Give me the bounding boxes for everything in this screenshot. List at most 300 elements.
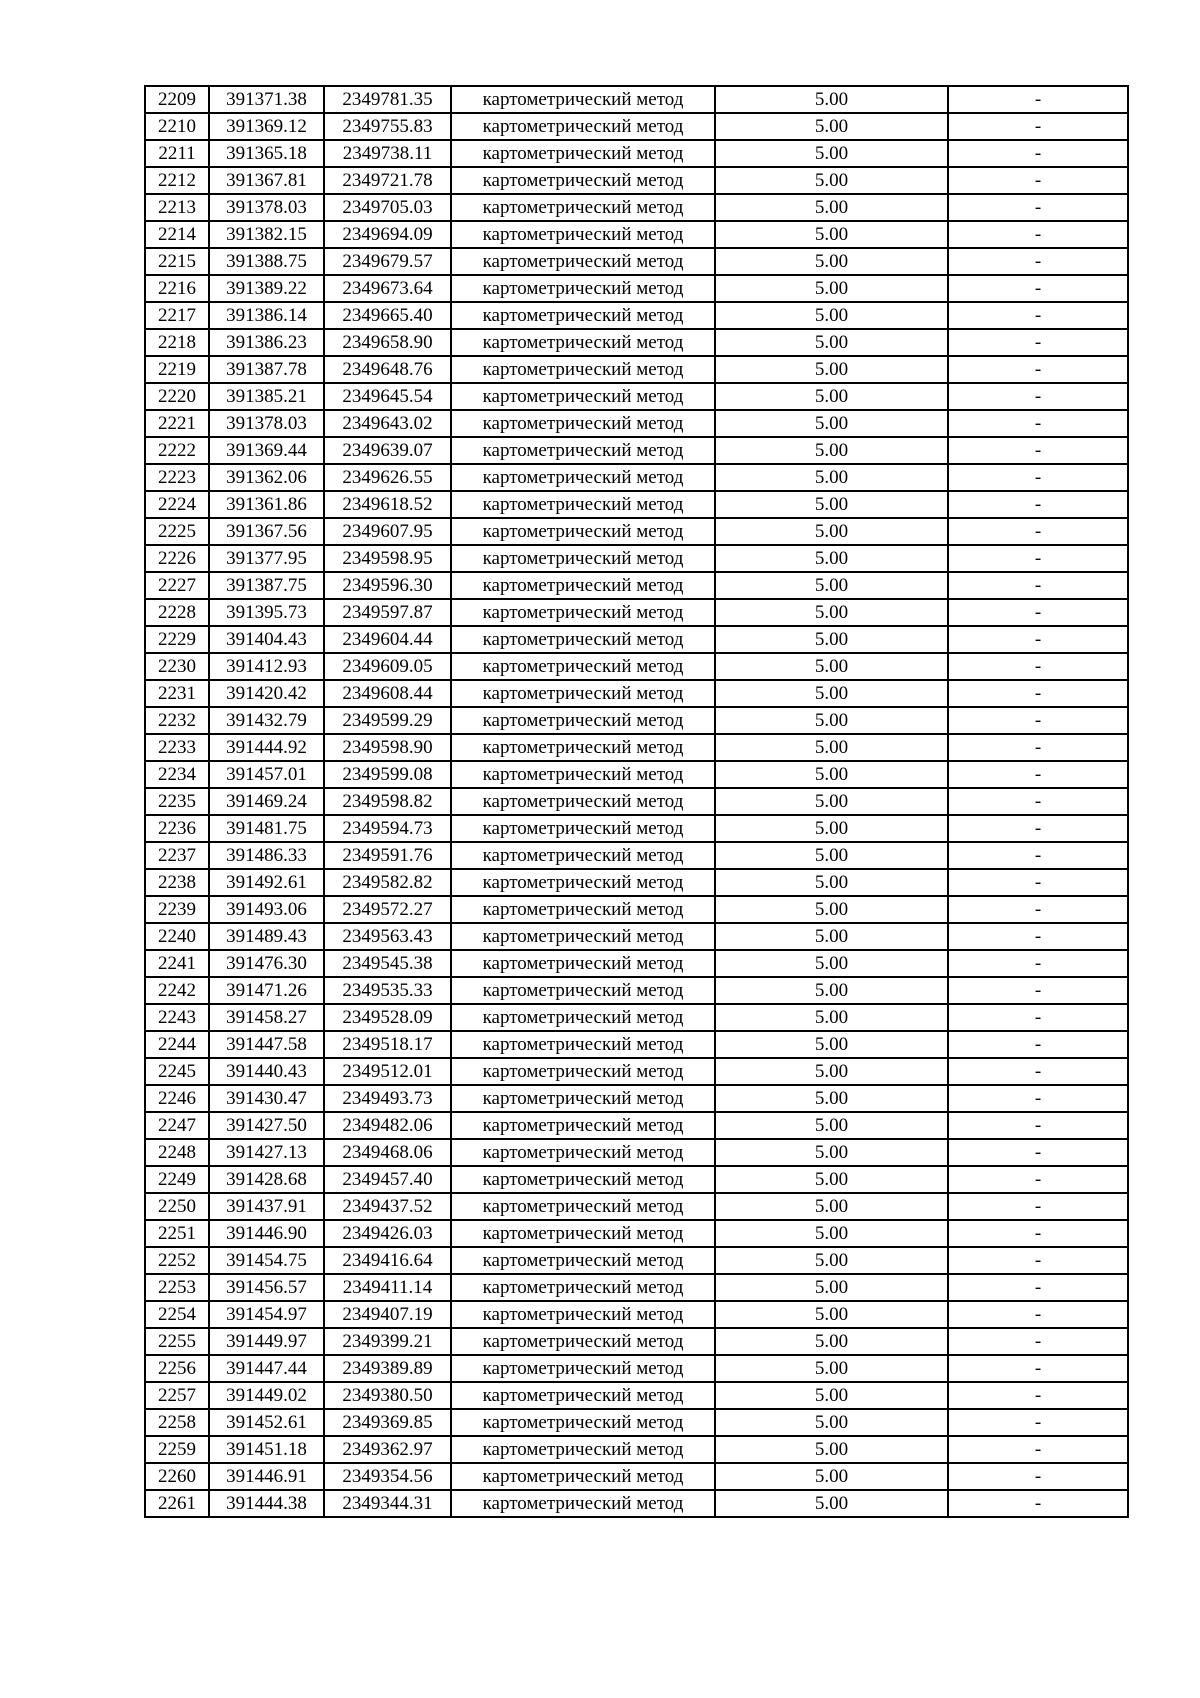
accuracy-cell: 5.00 [715,1112,948,1139]
x-coordinate-cell: 391378.03 [209,410,324,437]
accuracy-cell: 5.00 [715,113,948,140]
table-row [145,653,1128,680]
note-cell: - [948,221,1128,248]
y-coordinate-cell: 2349493.73 [324,1085,451,1112]
note-cell: - [948,329,1128,356]
method-cell: картометрический метод [451,1382,715,1409]
x-coordinate-cell: 391476.30 [209,950,324,977]
x-coordinate-cell: 391382.15 [209,221,324,248]
point-number-cell: 2240 [145,923,209,950]
table-row [145,518,1128,545]
method-cell: картометрический метод [451,518,715,545]
accuracy-cell: 5.00 [715,1301,948,1328]
y-coordinate-cell: 2349416.64 [324,1247,451,1274]
accuracy-cell: 5.00 [715,599,948,626]
table-row [145,221,1128,248]
point-number-cell: 2247 [145,1112,209,1139]
table-row [145,788,1128,815]
accuracy-cell: 5.00 [715,788,948,815]
method-cell: картометрический метод [451,1031,715,1058]
point-number-cell: 2219 [145,356,209,383]
accuracy-cell: 5.00 [715,545,948,572]
method-cell: картометрический метод [451,599,715,626]
table-row [145,329,1128,356]
table-row [145,950,1128,977]
note-cell: - [948,1085,1128,1112]
accuracy-cell: 5.00 [715,734,948,761]
x-coordinate-cell: 391371.38 [209,86,324,113]
accuracy-cell: 5.00 [715,1463,948,1490]
accuracy-cell: 5.00 [715,1004,948,1031]
point-number-cell: 2233 [145,734,209,761]
x-coordinate-cell: 391361.86 [209,491,324,518]
y-coordinate-cell: 2349639.07 [324,437,451,464]
method-cell: картометрический метод [451,1004,715,1031]
table-row [145,599,1128,626]
accuracy-cell: 5.00 [715,869,948,896]
x-coordinate-cell: 391387.75 [209,572,324,599]
x-coordinate-cell: 391365.18 [209,140,324,167]
method-cell: картометрический метод [451,977,715,1004]
table-row [145,1247,1128,1274]
x-coordinate-cell: 391449.97 [209,1328,324,1355]
y-coordinate-cell: 2349598.95 [324,545,451,572]
method-cell: картометрический метод [451,761,715,788]
table-row [145,923,1128,950]
table-row [145,113,1128,140]
note-cell: - [948,977,1128,1004]
note-cell: - [948,1436,1128,1463]
x-coordinate-cell: 391432.79 [209,707,324,734]
note-cell: - [948,410,1128,437]
method-cell: картометрический метод [451,1274,715,1301]
table-row [145,1004,1128,1031]
table-row [145,734,1128,761]
x-coordinate-cell: 391452.61 [209,1409,324,1436]
point-number-cell: 2254 [145,1301,209,1328]
point-number-cell: 2235 [145,788,209,815]
method-cell: картометрический метод [451,788,715,815]
method-cell: картометрический метод [451,113,715,140]
accuracy-cell: 5.00 [715,572,948,599]
accuracy-cell: 5.00 [715,977,948,1004]
y-coordinate-cell: 2349598.90 [324,734,451,761]
note-cell: - [948,356,1128,383]
table-row [145,869,1128,896]
x-coordinate-cell: 391430.47 [209,1085,324,1112]
y-coordinate-cell: 2349354.56 [324,1463,451,1490]
method-cell: картометрический метод [451,1490,715,1517]
method-cell: картометрический метод [451,491,715,518]
note-cell: - [948,653,1128,680]
y-coordinate-cell: 2349645.54 [324,383,451,410]
table-row [145,1409,1128,1436]
method-cell: картометрический метод [451,1355,715,1382]
table-row [145,896,1128,923]
note-cell: - [948,1301,1128,1328]
y-coordinate-cell: 2349411.14 [324,1274,451,1301]
x-coordinate-cell: 391481.75 [209,815,324,842]
accuracy-cell: 5.00 [715,1139,948,1166]
point-number-cell: 2210 [145,113,209,140]
point-number-cell: 2255 [145,1328,209,1355]
method-cell: картометрический метод [451,1247,715,1274]
y-coordinate-cell: 2349518.17 [324,1031,451,1058]
method-cell: картометрический метод [451,545,715,572]
point-number-cell: 2213 [145,194,209,221]
table-row [145,167,1128,194]
accuracy-cell: 5.00 [715,167,948,194]
x-coordinate-cell: 391457.01 [209,761,324,788]
method-cell: картометрический метод [451,842,715,869]
point-number-cell: 2232 [145,707,209,734]
method-cell: картометрический метод [451,1328,715,1355]
point-number-cell: 2220 [145,383,209,410]
point-number-cell: 2224 [145,491,209,518]
note-cell: - [948,869,1128,896]
y-coordinate-cell: 2349694.09 [324,221,451,248]
y-coordinate-cell: 2349426.03 [324,1220,451,1247]
y-coordinate-cell: 2349705.03 [324,194,451,221]
method-cell: картометрический метод [451,950,715,977]
x-coordinate-cell: 391367.81 [209,167,324,194]
note-cell: - [948,1490,1128,1517]
table-row [145,572,1128,599]
note-cell: - [948,518,1128,545]
method-cell: картометрический метод [451,140,715,167]
table-row [145,977,1128,1004]
accuracy-cell: 5.00 [715,653,948,680]
note-cell: - [948,842,1128,869]
point-number-cell: 2256 [145,1355,209,1382]
table-row [145,1301,1128,1328]
y-coordinate-cell: 2349755.83 [324,113,451,140]
table-row [145,437,1128,464]
method-cell: картометрический метод [451,653,715,680]
y-coordinate-cell: 2349362.97 [324,1436,451,1463]
x-coordinate-cell: 391444.92 [209,734,324,761]
note-cell: - [948,1193,1128,1220]
accuracy-cell: 5.00 [715,275,948,302]
x-coordinate-cell: 391440.43 [209,1058,324,1085]
method-cell: картометрический метод [451,1058,715,1085]
method-cell: картометрический метод [451,167,715,194]
table-row [145,356,1128,383]
y-coordinate-cell: 2349658.90 [324,329,451,356]
x-coordinate-cell: 391469.24 [209,788,324,815]
table-row [145,1166,1128,1193]
x-coordinate-cell: 391385.21 [209,383,324,410]
table-row [145,842,1128,869]
point-number-cell: 2230 [145,653,209,680]
point-number-cell: 2228 [145,599,209,626]
point-number-cell: 2239 [145,896,209,923]
point-number-cell: 2250 [145,1193,209,1220]
method-cell: картометрический метод [451,1220,715,1247]
accuracy-cell: 5.00 [715,1328,948,1355]
point-number-cell: 2253 [145,1274,209,1301]
table-row [145,1463,1128,1490]
note-cell: - [948,86,1128,113]
note-cell: - [948,248,1128,275]
note-cell: - [948,788,1128,815]
table-row [145,1112,1128,1139]
method-cell: картометрический метод [451,221,715,248]
method-cell: картометрический метод [451,383,715,410]
accuracy-cell: 5.00 [715,815,948,842]
note-cell: - [948,383,1128,410]
x-coordinate-cell: 391420.42 [209,680,324,707]
point-number-cell: 2246 [145,1085,209,1112]
method-cell: картометрический метод [451,707,715,734]
x-coordinate-cell: 391444.38 [209,1490,324,1517]
note-cell: - [948,761,1128,788]
point-number-cell: 2241 [145,950,209,977]
point-number-cell: 2234 [145,761,209,788]
y-coordinate-cell: 2349597.87 [324,599,451,626]
note-cell: - [948,707,1128,734]
point-number-cell: 2259 [145,1436,209,1463]
point-number-cell: 2226 [145,545,209,572]
y-coordinate-cell: 2349609.05 [324,653,451,680]
accuracy-cell: 5.00 [715,923,948,950]
accuracy-cell: 5.00 [715,1382,948,1409]
table-row [145,815,1128,842]
note-cell: - [948,194,1128,221]
accuracy-cell: 5.00 [715,950,948,977]
method-cell: картометрический метод [451,356,715,383]
x-coordinate-cell: 391451.18 [209,1436,324,1463]
note-cell: - [948,1166,1128,1193]
table-row [145,302,1128,329]
accuracy-cell: 5.00 [715,86,948,113]
x-coordinate-cell: 391388.75 [209,248,324,275]
y-coordinate-cell: 2349618.52 [324,491,451,518]
point-number-cell: 2252 [145,1247,209,1274]
method-cell: картометрический метод [451,410,715,437]
note-cell: - [948,1220,1128,1247]
x-coordinate-cell: 391362.06 [209,464,324,491]
y-coordinate-cell: 2349389.89 [324,1355,451,1382]
x-coordinate-cell: 391404.43 [209,626,324,653]
method-cell: картометрический метод [451,923,715,950]
accuracy-cell: 5.00 [715,383,948,410]
table-row [145,626,1128,653]
accuracy-cell: 5.00 [715,1409,948,1436]
note-cell: - [948,734,1128,761]
table-row [145,1220,1128,1247]
accuracy-cell: 5.00 [715,1274,948,1301]
table-row [145,1193,1128,1220]
x-coordinate-cell: 391471.26 [209,977,324,1004]
point-number-cell: 2223 [145,464,209,491]
x-coordinate-cell: 391447.44 [209,1355,324,1382]
y-coordinate-cell: 2349582.82 [324,869,451,896]
table-row [145,1490,1128,1517]
x-coordinate-cell: 391437.91 [209,1193,324,1220]
method-cell: картометрический метод [451,275,715,302]
method-cell: картометрический метод [451,1139,715,1166]
accuracy-cell: 5.00 [715,1031,948,1058]
table-row [145,680,1128,707]
note-cell: - [948,491,1128,518]
x-coordinate-cell: 391367.56 [209,518,324,545]
x-coordinate-cell: 391369.44 [209,437,324,464]
accuracy-cell: 5.00 [715,1085,948,1112]
note-cell: - [948,680,1128,707]
table-row [145,1328,1128,1355]
accuracy-cell: 5.00 [715,1355,948,1382]
point-number-cell: 2244 [145,1031,209,1058]
y-coordinate-cell: 2349598.82 [324,788,451,815]
point-number-cell: 2242 [145,977,209,1004]
y-coordinate-cell: 2349399.21 [324,1328,451,1355]
method-cell: картометрический метод [451,194,715,221]
method-cell: картометрический метод [451,869,715,896]
x-coordinate-cell: 391493.06 [209,896,324,923]
table-row [145,1355,1128,1382]
x-coordinate-cell: 391454.75 [209,1247,324,1274]
x-coordinate-cell: 391387.78 [209,356,324,383]
note-cell: - [948,626,1128,653]
accuracy-cell: 5.00 [715,329,948,356]
note-cell: - [948,1382,1128,1409]
point-number-cell: 2243 [145,1004,209,1031]
y-coordinate-cell: 2349594.73 [324,815,451,842]
method-cell: картометрический метод [451,896,715,923]
y-coordinate-cell: 2349599.29 [324,707,451,734]
table-row [145,140,1128,167]
accuracy-cell: 5.00 [715,491,948,518]
x-coordinate-cell: 391389.22 [209,275,324,302]
note-cell: - [948,1463,1128,1490]
note-cell: - [948,1139,1128,1166]
y-coordinate-cell: 2349721.78 [324,167,451,194]
y-coordinate-cell: 2349665.40 [324,302,451,329]
y-coordinate-cell: 2349648.76 [324,356,451,383]
y-coordinate-cell: 2349604.44 [324,626,451,653]
x-coordinate-cell: 391454.97 [209,1301,324,1328]
note-cell: - [948,1355,1128,1382]
accuracy-cell: 5.00 [715,194,948,221]
method-cell: картометрический метод [451,1463,715,1490]
y-coordinate-cell: 2349738.11 [324,140,451,167]
note-cell: - [948,815,1128,842]
accuracy-cell: 5.00 [715,1247,948,1274]
y-coordinate-cell: 2349563.43 [324,923,451,950]
note-cell: - [948,1031,1128,1058]
x-coordinate-cell: 391377.95 [209,545,324,572]
x-coordinate-cell: 391428.68 [209,1166,324,1193]
accuracy-cell: 5.00 [715,410,948,437]
point-number-cell: 2227 [145,572,209,599]
table-row [145,1058,1128,1085]
accuracy-cell: 5.00 [715,356,948,383]
note-cell: - [948,950,1128,977]
note-cell: - [948,113,1128,140]
x-coordinate-cell: 391458.27 [209,1004,324,1031]
y-coordinate-cell: 2349591.76 [324,842,451,869]
method-cell: картометрический метод [451,734,715,761]
method-cell: картометрический метод [451,248,715,275]
method-cell: картометрический метод [451,626,715,653]
note-cell: - [948,545,1128,572]
note-cell: - [948,302,1128,329]
x-coordinate-cell: 391369.12 [209,113,324,140]
y-coordinate-cell: 2349407.19 [324,1301,451,1328]
y-coordinate-cell: 2349781.35 [324,86,451,113]
table-row [145,1031,1128,1058]
y-coordinate-cell: 2349369.85 [324,1409,451,1436]
method-cell: картометрический метод [451,680,715,707]
accuracy-cell: 5.00 [715,1436,948,1463]
accuracy-cell: 5.00 [715,707,948,734]
point-number-cell: 2222 [145,437,209,464]
table-row [145,761,1128,788]
x-coordinate-cell: 391412.93 [209,653,324,680]
accuracy-cell: 5.00 [715,302,948,329]
table-row [145,1436,1128,1463]
method-cell: картометрический метод [451,815,715,842]
y-coordinate-cell: 2349528.09 [324,1004,451,1031]
note-cell: - [948,464,1128,491]
note-cell: - [948,1058,1128,1085]
accuracy-cell: 5.00 [715,1490,948,1517]
method-cell: картометрический метод [451,464,715,491]
point-number-cell: 2215 [145,248,209,275]
point-number-cell: 2249 [145,1166,209,1193]
method-cell: картометрический метод [451,1085,715,1112]
note-cell: - [948,167,1128,194]
x-coordinate-cell: 391446.90 [209,1220,324,1247]
y-coordinate-cell: 2349679.57 [324,248,451,275]
table-row [145,1139,1128,1166]
y-coordinate-cell: 2349673.64 [324,275,451,302]
point-number-cell: 2231 [145,680,209,707]
accuracy-cell: 5.00 [715,221,948,248]
y-coordinate-cell: 2349468.06 [324,1139,451,1166]
point-number-cell: 2248 [145,1139,209,1166]
point-number-cell: 2258 [145,1409,209,1436]
method-cell: картометрический метод [451,437,715,464]
table-row [145,1382,1128,1409]
point-number-cell: 2221 [145,410,209,437]
y-coordinate-cell: 2349380.50 [324,1382,451,1409]
x-coordinate-cell: 391486.33 [209,842,324,869]
table-row [145,275,1128,302]
x-coordinate-cell: 391456.57 [209,1274,324,1301]
note-cell: - [948,572,1128,599]
point-number-cell: 2237 [145,842,209,869]
point-number-cell: 2212 [145,167,209,194]
y-coordinate-cell: 2349643.02 [324,410,451,437]
x-coordinate-cell: 391395.73 [209,599,324,626]
point-number-cell: 2245 [145,1058,209,1085]
x-coordinate-cell: 391378.03 [209,194,324,221]
note-cell: - [948,599,1128,626]
y-coordinate-cell: 2349599.08 [324,761,451,788]
table-row [145,410,1128,437]
method-cell: картометрический метод [451,1193,715,1220]
note-cell: - [948,1247,1128,1274]
method-cell: картометрический метод [451,302,715,329]
x-coordinate-cell: 391447.58 [209,1031,324,1058]
point-number-cell: 2218 [145,329,209,356]
coordinates-table [144,85,1129,1518]
note-cell: - [948,140,1128,167]
note-cell: - [948,275,1128,302]
accuracy-cell: 5.00 [715,248,948,275]
